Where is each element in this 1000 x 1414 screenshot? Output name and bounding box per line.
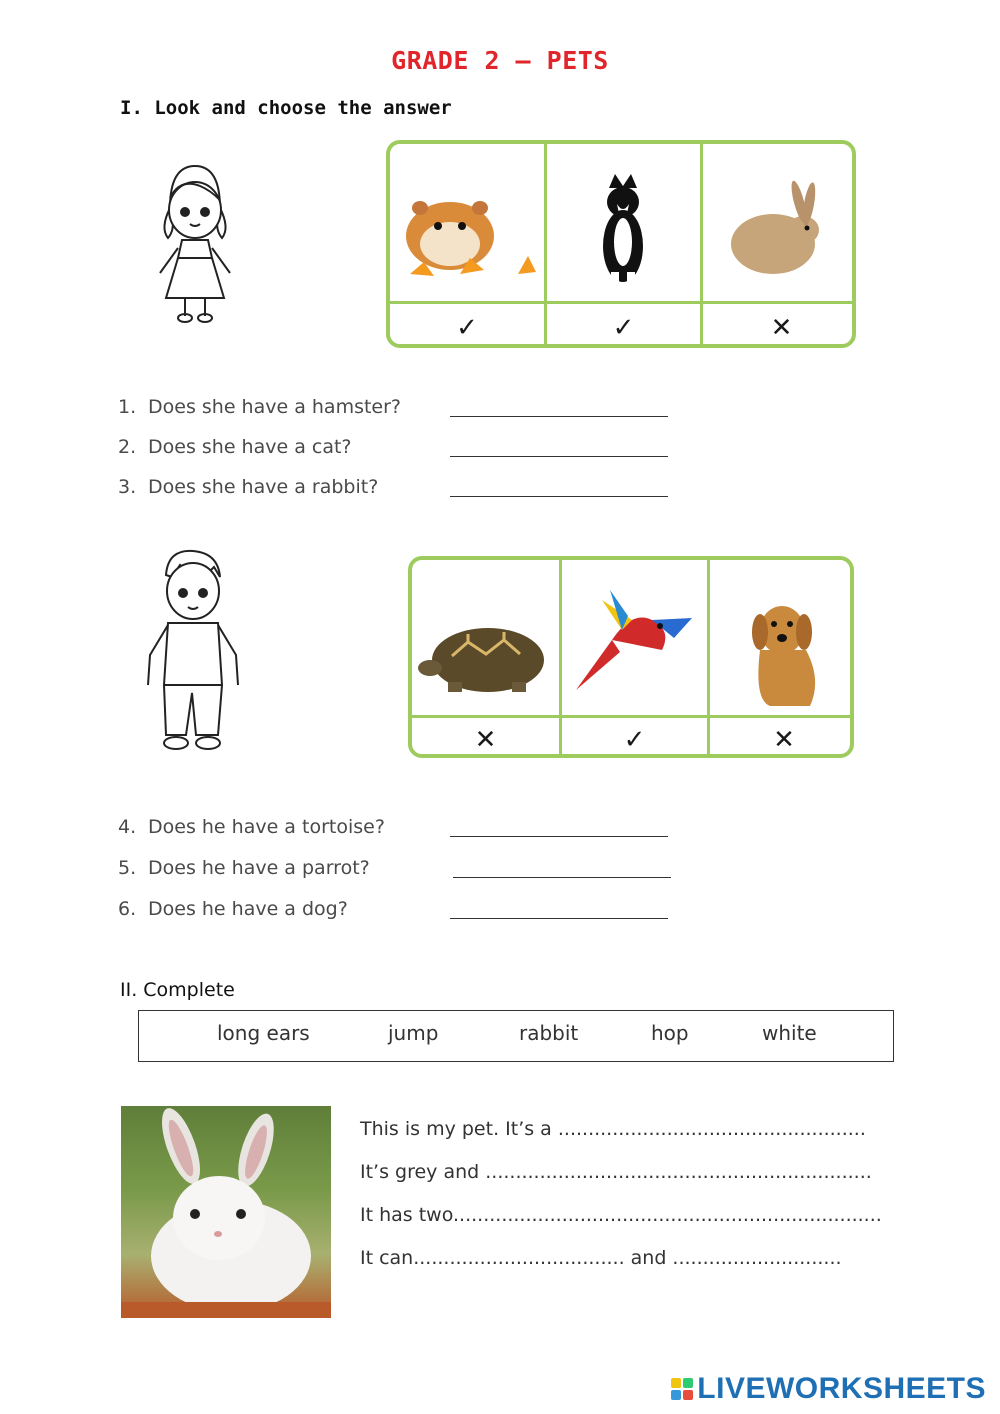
liveworksheets-logo xyxy=(671,1372,986,1406)
dog-picture xyxy=(710,560,854,718)
white-rabbit-photo xyxy=(121,1106,331,1318)
tortoise-mark: ✕ xyxy=(412,718,562,758)
question-1: 1. Does she have a hamster? xyxy=(118,396,402,418)
word-bank-item: hop xyxy=(651,1021,689,1045)
question-4: 4. Does he have a tortoise? xyxy=(118,816,385,838)
cat-mark: ✓ xyxy=(547,304,703,348)
sentence-1: This is my pet. It’s a ................................................... xyxy=(360,1118,866,1140)
section-1-heading: I. Look and choose the answer xyxy=(120,97,452,119)
tortoise-picture xyxy=(412,560,562,718)
word-bank-item: rabbit xyxy=(519,1021,579,1045)
dog-mark: ✕ xyxy=(773,725,795,755)
cat-picture xyxy=(547,144,703,304)
question-5: 5. Does he have a parrot? xyxy=(118,857,370,879)
boy-pet-table xyxy=(408,556,854,758)
sentence-3: It has two....................................................................... xyxy=(360,1204,882,1226)
answer-blank-3[interactable] xyxy=(450,496,668,497)
answer-blank-2[interactable] xyxy=(450,456,668,457)
boy-illustration xyxy=(138,545,248,757)
answer-blank-5[interactable] xyxy=(453,877,671,878)
liveworksheets-brand-text: LIVEWORKSHEETS xyxy=(697,1372,986,1405)
word-bank-item: long ears xyxy=(217,1021,310,1045)
worksheet-title: GRADE 2 – PETS xyxy=(391,46,609,75)
question-2: 2. Does she have a cat? xyxy=(118,436,352,458)
answer-blank-4[interactable] xyxy=(450,836,668,837)
parrot-picture xyxy=(562,560,710,718)
hamster-mark: ✓ xyxy=(390,304,547,348)
liveworksheets-logo-icon xyxy=(671,1378,693,1400)
sentence-2: It’s grey and ................................................................ xyxy=(360,1161,872,1183)
rabbit-picture xyxy=(703,144,856,304)
question-6: 6. Does he have a dog? xyxy=(118,898,348,920)
section-2-heading: II. Complete xyxy=(120,979,235,1001)
answer-blank-6[interactable] xyxy=(450,918,668,919)
girl-illustration xyxy=(130,158,260,328)
question-3: 3. Does she have a rabbit? xyxy=(118,476,379,498)
sentence-4: It can................................... and ............................ xyxy=(360,1247,842,1269)
hamster-picture xyxy=(390,144,547,304)
word-bank-item: jump xyxy=(388,1021,439,1045)
girl-pet-table xyxy=(386,140,856,348)
parrot-mark: ✓ xyxy=(562,718,710,758)
word-bank-item: white xyxy=(762,1021,817,1045)
answer-blank-1[interactable] xyxy=(450,416,668,417)
rabbit-mark: ✕ xyxy=(770,313,793,343)
